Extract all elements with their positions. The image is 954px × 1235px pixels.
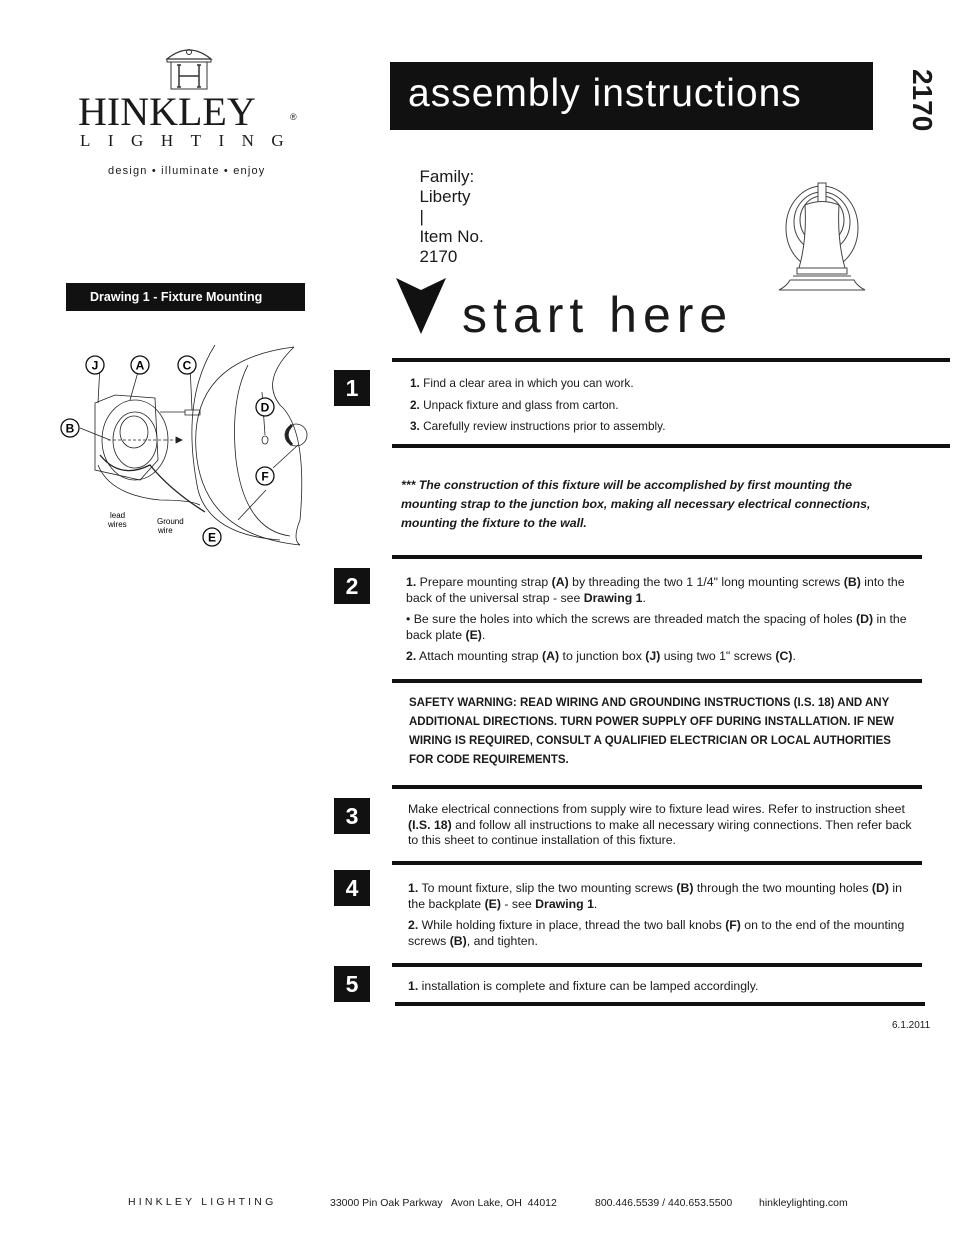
text: installation is complete and fixture can be lamped accordingly. bbox=[418, 979, 759, 993]
instruction-paragraph bbox=[410, 397, 930, 414]
logo-tagline: design • illuminate • enjoy bbox=[108, 165, 266, 177]
instruction-paragraph bbox=[406, 648, 916, 664]
bold-text: 2. bbox=[408, 918, 419, 932]
footer-company: HINKLEY LIGHTING bbox=[128, 1196, 277, 1208]
divider bbox=[395, 1002, 925, 1006]
bold-text: (J) bbox=[645, 649, 661, 663]
callout-e: E bbox=[207, 530, 217, 545]
bold-text: 1. bbox=[408, 979, 419, 993]
step-1-text bbox=[410, 375, 930, 440]
instruction-paragraph bbox=[406, 611, 916, 643]
bold-text: (A) bbox=[551, 575, 569, 589]
callout-a: A bbox=[135, 358, 145, 373]
text: and follow all instructions to make all necessary wiring connections. Then refer back to this sheet to continue installation of this fixture. bbox=[408, 817, 912, 847]
bold-text: 1. bbox=[410, 376, 420, 390]
bold-text: (B) bbox=[449, 934, 467, 948]
lead-wires-label-1: lead bbox=[110, 511, 126, 520]
callout-j: J bbox=[91, 358, 99, 373]
text: . bbox=[481, 628, 486, 642]
text: into the back of the universal strap - see bbox=[406, 575, 905, 605]
step-2-text bbox=[406, 574, 916, 669]
item-number-vertical: 2170 bbox=[907, 69, 938, 132]
text: to junction box bbox=[559, 649, 646, 663]
text: Carefully review instructions prior to assembly. bbox=[419, 419, 666, 433]
ground-wire-label-1: Ground bbox=[157, 517, 184, 526]
bold-text: (D) bbox=[871, 881, 889, 895]
bold-text: 3. bbox=[410, 419, 420, 433]
bold-text: (E) bbox=[484, 897, 501, 911]
drawing-title: Drawing 1 - Fixture Mounting bbox=[90, 290, 263, 304]
text: • Be sure the holes into which the screws are threaded match the spacing of holes bbox=[406, 612, 856, 626]
text: , and tighten. bbox=[466, 934, 538, 948]
family-value: Liberty bbox=[419, 187, 471, 206]
divider bbox=[392, 963, 922, 967]
divider bbox=[392, 358, 950, 362]
bold-text: (D) bbox=[855, 612, 874, 626]
bold-text: (C) bbox=[775, 649, 793, 663]
step-number: 1 bbox=[334, 370, 370, 406]
step-number: 5 bbox=[334, 966, 370, 1002]
step-number: 2 bbox=[334, 568, 370, 604]
callout-c: C bbox=[182, 358, 192, 373]
fixture-sketch bbox=[775, 180, 870, 298]
instruction-paragraph bbox=[408, 917, 920, 949]
family-line bbox=[410, 147, 488, 267]
text: Prepare mounting strap bbox=[416, 575, 552, 589]
text: . bbox=[792, 649, 796, 663]
text: To mount fixture, slip the two mounting screws bbox=[418, 881, 677, 895]
instruction-paragraph bbox=[410, 375, 930, 392]
footer-phones: 800.446.5539 / 440.653.5500 bbox=[595, 1197, 733, 1209]
footer-website[interactable]: hinkleylighting.com bbox=[759, 1197, 848, 1209]
bold-text: Drawing 1 bbox=[535, 897, 594, 911]
revision-date: 6.1.2011 bbox=[892, 1020, 931, 1031]
bold-text: (B) bbox=[843, 575, 861, 589]
logo-brand: HINKLEY bbox=[78, 89, 256, 134]
footer-address: 33000 Pin Oak Parkway Avon Lake, OH 44012 bbox=[330, 1197, 557, 1209]
logo-registered: ® bbox=[290, 112, 297, 122]
text: in the backplate bbox=[408, 881, 902, 911]
start-here-heading: start here bbox=[462, 287, 734, 343]
text: . bbox=[642, 591, 646, 605]
item-label: Item No. bbox=[419, 227, 484, 246]
callout-b: B bbox=[65, 421, 75, 436]
text: Make electrical connections from supply wire to fixture lead wires. Refer to instruction sheet bbox=[408, 802, 905, 816]
item-value: 2170 bbox=[419, 247, 458, 266]
bold-text: (A) bbox=[542, 649, 560, 663]
divider bbox=[392, 785, 922, 789]
step-4-text bbox=[408, 880, 920, 954]
step-number: 4 bbox=[334, 870, 370, 906]
bold-text: (E) bbox=[465, 628, 482, 642]
fixture-mounting-drawing bbox=[60, 340, 320, 550]
text: on to the end of the mounting screws bbox=[408, 918, 905, 948]
text: Find a clear area in which you can work. bbox=[419, 376, 634, 390]
bold-text: 1. bbox=[408, 881, 419, 895]
lead-wires-label-2: wires bbox=[108, 520, 127, 529]
text: While holding fixture in place, thread the two ball knobs bbox=[418, 918, 726, 932]
family-label: Family: bbox=[419, 167, 475, 186]
bold-text: 2. bbox=[406, 649, 417, 663]
text: using two 1" screws bbox=[660, 649, 776, 663]
bold-text: Drawing 1 bbox=[583, 591, 643, 605]
instruction-paragraph bbox=[410, 418, 930, 435]
text: through the two mounting holes bbox=[693, 881, 872, 895]
text: . bbox=[593, 897, 598, 911]
safety-warning: SAFETY WARNING: READ WIRING AND GROUNDING INSTRUCTIONS (I.S. 18) AND ANY ADDITIONAL DIRECTIONS. TURN POWER SUPPLY OFF DURING INSTALLATION. IF NEW WIRING IS REQUIRED, CONSULT A QUALIFIED ELECTRICIAN OR LOCAL AUTHORITIES FOR CODE REQUIREMENTS. bbox=[409, 697, 894, 766]
text: by threading the two 1 1/4" long mounting screws bbox=[568, 575, 844, 589]
text: Attach mounting strap bbox=[416, 649, 543, 663]
ground-wire-label-2: wire bbox=[158, 526, 173, 535]
title-bar bbox=[390, 62, 873, 130]
divider bbox=[392, 555, 922, 559]
bold-text: 2. bbox=[410, 397, 420, 412]
callout-d: D bbox=[260, 400, 270, 415]
bold-text: (I.S. 18) bbox=[408, 817, 452, 832]
step-number: 3 bbox=[334, 798, 370, 834]
callout-f: F bbox=[261, 469, 269, 484]
divider bbox=[392, 679, 922, 683]
logo-house-icon bbox=[163, 45, 215, 90]
text: Unpack fixture and glass from carton. bbox=[419, 397, 619, 412]
divider bbox=[392, 861, 922, 865]
instruction-paragraph bbox=[408, 880, 920, 912]
text: - see bbox=[500, 897, 536, 911]
bold-text: (B) bbox=[676, 881, 694, 895]
start-here-arrow-icon bbox=[396, 278, 446, 334]
instruction-paragraph bbox=[408, 978, 918, 994]
separator: | bbox=[419, 207, 424, 226]
drawing-title-bar bbox=[66, 283, 305, 311]
step-3-text bbox=[408, 802, 918, 854]
bold-text: (F) bbox=[725, 918, 741, 932]
logo-sub: LIGHTING bbox=[80, 131, 302, 150]
hinkley-logo bbox=[60, 40, 320, 190]
bold-text: 1. bbox=[406, 575, 417, 589]
divider bbox=[392, 444, 950, 448]
instruction-paragraph bbox=[408, 802, 918, 849]
step-5-text bbox=[408, 978, 918, 999]
instruction-paragraph bbox=[406, 574, 916, 606]
text: in the back plate bbox=[406, 612, 907, 642]
page-title: assembly instructions bbox=[408, 72, 802, 115]
construction-note: *** The construction of this fixture will be accomplished by first mounting the mounting strap to the junction box, making all necessary electrical connections, mounting the fixture to the wall. bbox=[401, 478, 871, 530]
